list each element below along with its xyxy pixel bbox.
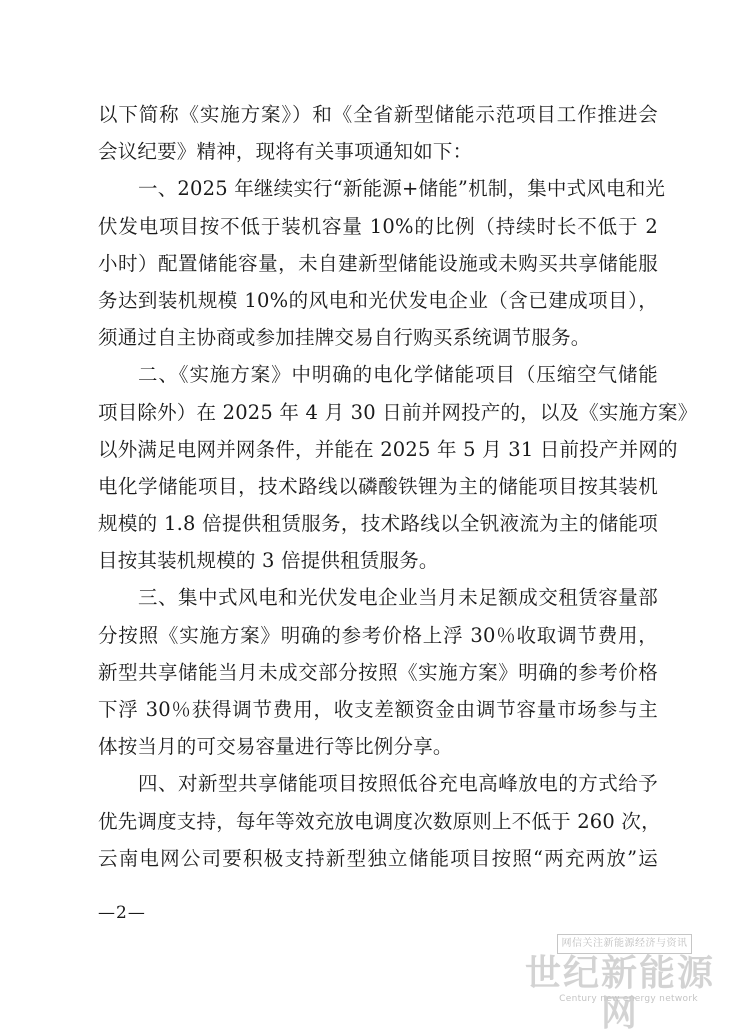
text-line: 四、对新型共享储能项目按照低谷充电高峰放电的方式给予 bbox=[138, 772, 658, 796]
text-line: 三、集中式风电和光伏发电企业当月未足额成交租赁容量部 bbox=[138, 586, 658, 610]
page-number: —2— bbox=[98, 903, 146, 923]
text-line: 体按当月的可交易容量进行等比例分享。 bbox=[98, 735, 453, 759]
watermark-english-text: Century new energy network bbox=[559, 994, 698, 1004]
watermark-tagline: 网信关注新能源经济与资讯 bbox=[557, 934, 692, 954]
text-line: 务达到装机规模 10%的风电和光伏发电企业（含已建成项目）， bbox=[98, 288, 658, 312]
text-line: 规模的 1.8 倍提供租赁服务，技术路线以全钒液流为主的储能项 bbox=[98, 512, 658, 536]
text-line: 分按照《实施方案》明确的参考价格上浮 30％收取调节费用， bbox=[98, 623, 658, 647]
text-line: 目按其装机规模的 3 倍提供租赁服务。 bbox=[98, 549, 439, 573]
text-line: 以外满足电网并网条件，并能在 2025 年 5 月 31 日前投产并网的 bbox=[98, 437, 678, 461]
text-line: 须通过自主协商或参加挂牌交易自行购买系统调节服务。 bbox=[98, 326, 591, 350]
text-line: 优先调度支持，每年等效充放电调度次数原则上不低于 260 次， bbox=[98, 809, 661, 833]
text-line: 新型共享储能当月未成交部分按照《实施方案》明确的参考价格 bbox=[98, 660, 658, 684]
watermark-logo-text: 世纪新能源网 bbox=[524, 952, 715, 1034]
text-line: 项目除外）在 2025 年 4 月 30 日前并网投产的，以及《实施方案》 bbox=[98, 400, 698, 424]
text-line: 以下简称《实施方案》）和《全省新型储能示范项目工作推进会 bbox=[98, 103, 658, 126]
text-line: 云南电网公司要积极支持新型独立储能项目按照“两充两放”运 bbox=[98, 846, 658, 870]
text-line: 一、2025 年继续实行“新能源+储能”机制，集中式风电和光 bbox=[138, 177, 666, 201]
text-line: 小时）配置储能容量，未自建新型储能设施或未购买共享储能服 bbox=[98, 251, 658, 275]
text-line: 下浮 30％获得调节费用，收支差额资金由调节容量市场参与主 bbox=[98, 698, 658, 721]
document-body bbox=[98, 96, 698, 877]
text-line: 伏发电项目按不低于装机容量 10%的比例（持续时长不低于 2 bbox=[98, 214, 658, 238]
text-line: 电化学储能项目，技术路线以磷酸铁锂为主的储能项目按其装机 bbox=[98, 474, 658, 498]
text-line: 二、《实施方案》中明确的电化学储能项目（压缩空气储能 bbox=[138, 363, 658, 387]
text-line: 会议纪要》精神，现将有关事项通知如下： bbox=[98, 140, 473, 164]
